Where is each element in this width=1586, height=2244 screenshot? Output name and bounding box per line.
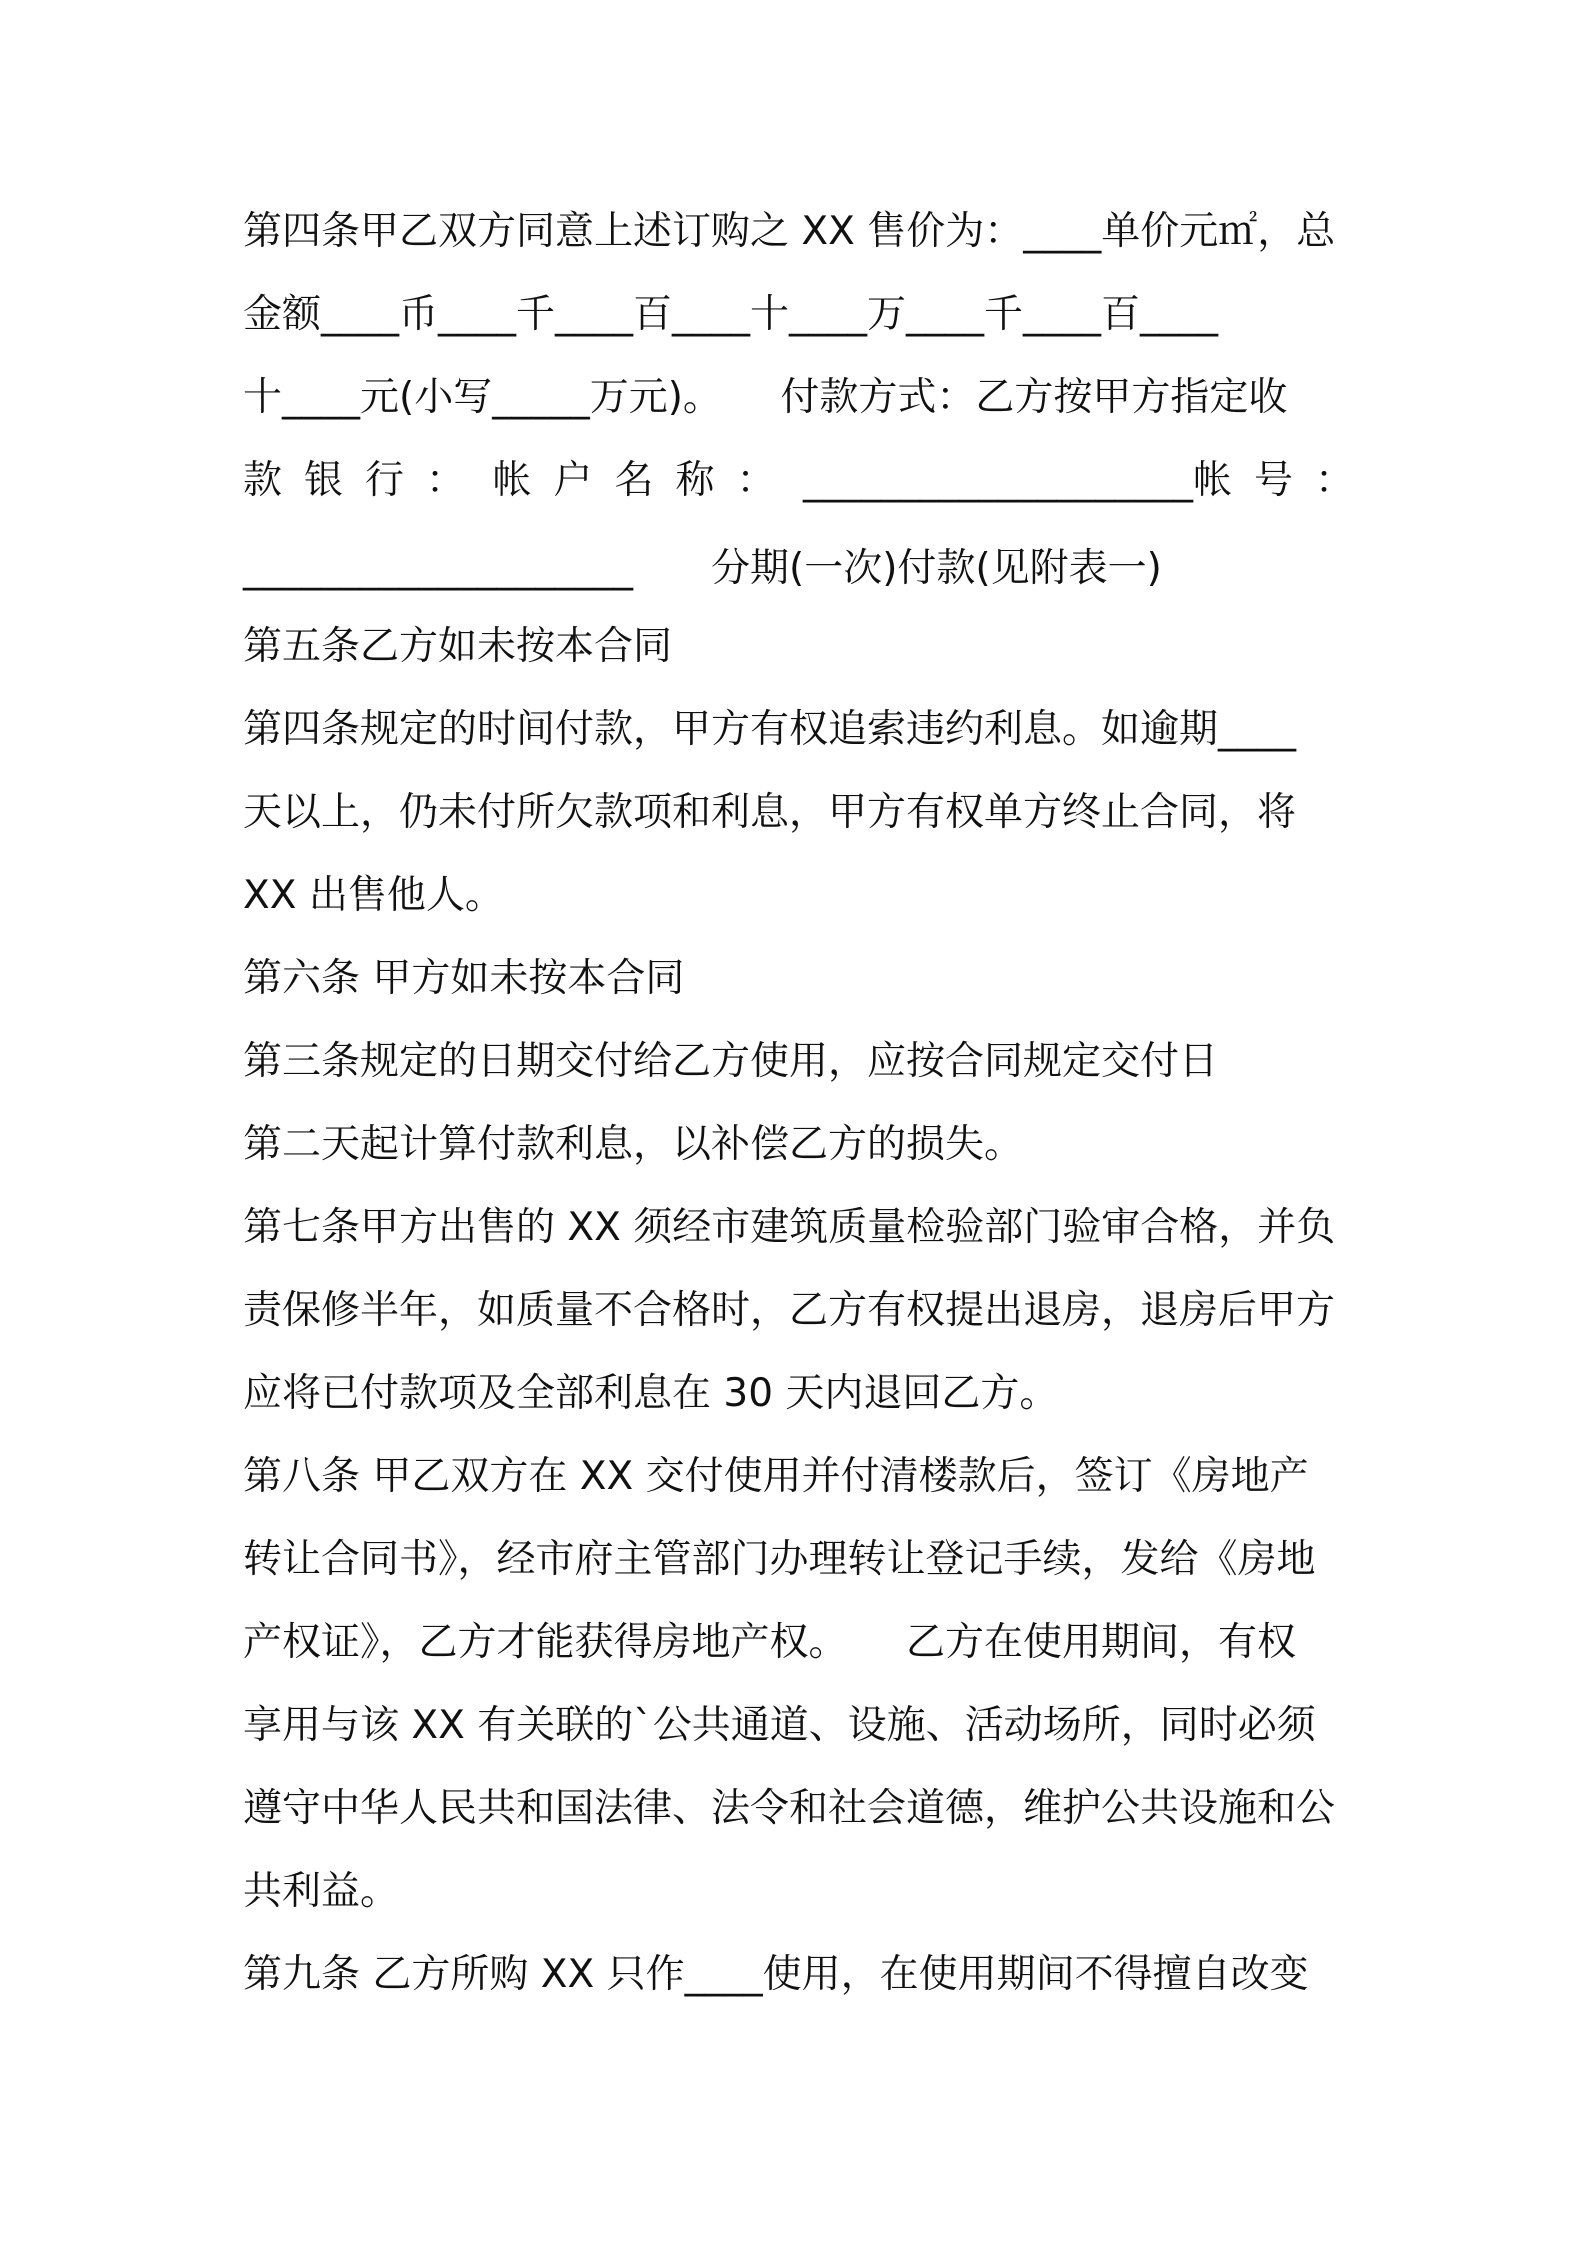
account-number-char: 号 — [1253, 458, 1293, 503]
account-char: 称 — [675, 458, 715, 503]
text-line-5: ____________________ 分期(一次)付款(见附表一) — [243, 546, 1162, 591]
account-char: 户 — [553, 458, 593, 503]
text-line-21: 共利益。 — [243, 1869, 400, 1914]
text-line-11: 第三条规定的日期交付给乙方使用，应按合同规定交付日 — [243, 1039, 1219, 1084]
text-line-22: 第九条 乙方所购 XX 只作____使用，在使用期间不得擅自改变 — [243, 1952, 1309, 1997]
text-line-10: 第六条 甲方如未按本合同 — [243, 956, 685, 1001]
text-line-1: 第四条甲乙双方同意上述订购之 XX 售价为：____单价元㎡，总 — [243, 209, 1336, 254]
text-line-9: XX 出售他人。 — [243, 873, 504, 918]
text-line-17: 转让合同书》，经市府主管部门办理转让登记手续，发给《房地 — [243, 1537, 1316, 1582]
text-line-20: 遵守中华人民共和国法律、法令和社会道德，维护公共设施和公 — [243, 1786, 1336, 1831]
text-line-7: 第四条规定的时间付款，甲方有权追索违约利息。如逾期____ — [243, 707, 1297, 752]
text-line-8: 天以上，仍未付所欠款项和利息，甲方有权单方终止合同，将 — [243, 790, 1297, 835]
text-line-13: 第七条甲方出售的 XX 须经市建筑质量检验部门验审合格，并负 — [243, 1205, 1336, 1250]
text-line-2: 金额____币____千____百____十____万____千____百____ — [243, 292, 1219, 337]
text-line-18: 产权证》，乙方才能获得房地产权。 乙方在使用期间，有权 — [243, 1620, 1297, 1665]
account-number-field: ____________________帐 — [802, 458, 1232, 503]
bank-char: 行 — [365, 458, 405, 503]
text-line-15: 应将已付款项及全部利息在 30 天内退回乙方。 — [243, 1371, 1059, 1416]
bank-char: 银 — [304, 458, 344, 503]
text-line-14: 责保修半年，如质量不合格时，乙方有权提出退房，退房后甲方 — [243, 1288, 1336, 1333]
account-number-group — [803, 451, 1354, 511]
bank-char: ： — [426, 458, 466, 503]
text-line-3: 十____元(小写_____万元)。 付款方式：乙方按甲方指定收 — [243, 375, 1288, 420]
bank-char: 款 — [243, 458, 283, 503]
account-char: ： — [736, 458, 776, 503]
text-line-19: 享用与该 XX 有关联的`公共通道、设施、活动场所，同时必须 — [243, 1703, 1316, 1748]
account-char: 名 — [614, 458, 654, 503]
account-name-group — [492, 451, 775, 511]
account-number-char: ： — [1314, 458, 1354, 503]
bank-label-group — [243, 451, 465, 511]
text-line-16: 第八条 甲乙双方在 XX 交付使用并付清楼款后，签订《房地产 — [243, 1454, 1309, 1499]
bank-account-line — [243, 451, 1354, 511]
text-line-6: 第五条乙方如未按本合同 — [243, 624, 673, 669]
account-char: 帐 — [492, 458, 532, 503]
text-line-12: 第二天起计算付款利息，以补偿乙方的损失。 — [243, 1122, 1024, 1167]
